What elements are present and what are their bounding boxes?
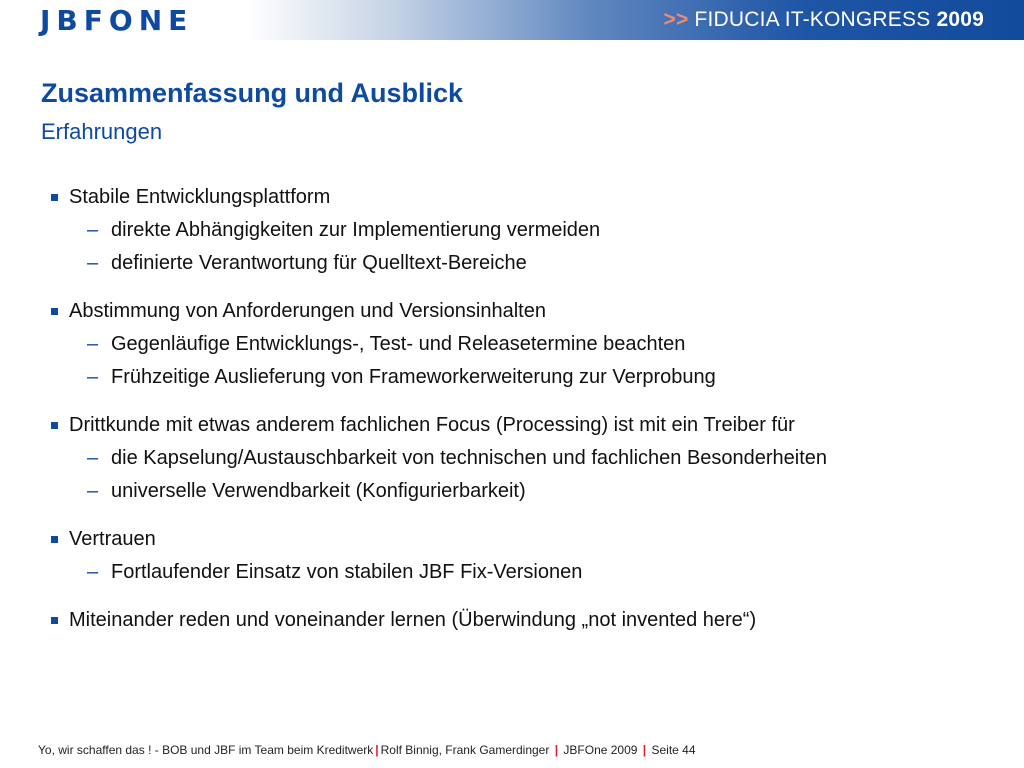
footer-speakers: Rolf Binnig, Frank Gamerdinger <box>380 743 550 757</box>
sub-bullet-text: die Kapselung/Austauschbarkeit von technischen und fachlichen Besonderheiten <box>111 447 828 469</box>
bullet-item: Miteinander reden und voneinander lernen (Überwindung „not invented here“) <box>49 604 999 637</box>
footer-separator: | <box>375 743 379 757</box>
bullet-list <box>49 181 999 652</box>
dash-marker: – <box>87 447 99 469</box>
sub-bullet-item <box>49 328 999 361</box>
congress-text: FIDUCIA IT-KONGRESS <box>694 8 931 31</box>
slide-title: Zusammenfassung und Ausblick <box>41 78 464 108</box>
dash-marker: – <box>87 561 99 583</box>
bullet-group <box>49 181 999 280</box>
congress-year: 2009 <box>936 8 984 31</box>
arrows-icon: >> <box>663 8 689 31</box>
sub-bullet-item <box>49 475 999 508</box>
footer-talk-title: Yo, wir schaffen das ! - BOB und JBF im Team beim Kreditwerk <box>38 743 374 757</box>
bullet-item: Stabile Entwicklungsplattform <box>49 181 999 214</box>
header-bar <box>0 0 1024 40</box>
bullet-item: Vertrauen <box>49 523 999 556</box>
sub-bullet-text: direkte Abhängigkeiten zur Implementierung vermeiden <box>111 219 601 241</box>
bullet-group <box>49 604 999 637</box>
dash-marker: – <box>87 480 99 502</box>
bullet-item: Drittkunde mit etwas anderem fachlichen Focus (Processing) ist mit ein Treiber für <box>49 409 999 442</box>
dash-marker: – <box>87 366 99 388</box>
footer-page-number: Seite 44 <box>651 743 696 757</box>
sub-bullet-text: definierte Verantwortung für Quelltext-Bereiche <box>111 252 527 274</box>
sub-bullet-item <box>49 556 999 589</box>
sub-bullet-text: Frühzeitige Auslieferung von Frameworkerweiterung zur Verprobung <box>111 366 716 388</box>
bullet-group <box>49 409 999 508</box>
slide-subtitle: Erfahrungen <box>41 119 163 144</box>
footer-separator: | <box>554 743 559 757</box>
footer <box>38 743 696 757</box>
bullet-group <box>49 523 999 589</box>
footer-separator: | <box>642 743 647 757</box>
sub-bullet-item <box>49 247 999 280</box>
dash-marker: – <box>87 219 99 241</box>
congress-banner <box>663 8 984 32</box>
bullet-item: Abstimmung von Anforderungen und Versionsinhalten <box>49 295 999 328</box>
sub-bullet-text: Gegenläufige Entwicklungs-, Test- und Releasetermine beachten <box>111 333 686 355</box>
sub-bullet-text: universelle Verwendbarkeit (Konfigurierbarkeit) <box>111 480 526 502</box>
jbfone-logo: JBFONE <box>40 4 194 37</box>
footer-event: JBFOne 2009 <box>563 743 638 757</box>
bullet-group <box>49 295 999 394</box>
dash-marker: – <box>87 333 99 355</box>
sub-bullet-item <box>49 361 999 394</box>
sub-bullet-text: Fortlaufender Einsatz von stabilen JBF Fix-Versionen <box>111 561 583 583</box>
sub-bullet-item <box>49 442 999 475</box>
dash-marker: – <box>87 252 99 274</box>
sub-bullet-item <box>49 214 999 247</box>
